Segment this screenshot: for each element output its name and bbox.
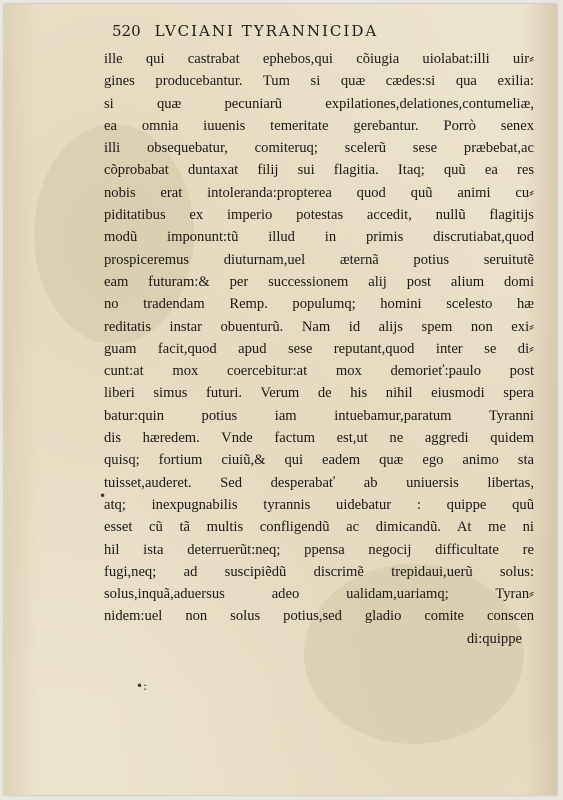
text-line: atq; inexpugnabilis tyrannis uidebatur : quippe quũ [104,496,534,513]
text-line: fugi,neq; ad suscipiẽdũ discrimẽ trepidaui,uerũ solus: [104,563,534,580]
text-line: batur:quin potius iam intuebamur,paratum Tyranni [104,407,534,424]
running-header [112,22,378,40]
text-line: si quæ pecuniarũ expilationes,delationes,contumeliæ, [104,95,534,112]
text-line: esset cũ tã multis confligendũ ac dimicandũ. At me ni [104,519,534,536]
text-line: tuisset,auderet. Sed desperabať ab uniuersis libertas, [104,474,534,491]
ink-mark: • [99,489,107,503]
text-line: liberi simus futuri. Verum de his nihil eiusmodi spera [104,385,534,402]
text-line: modũ imponunt:tũ illud in primis discrutiabat,quod [104,229,534,246]
text-line: piditatibus ex imperio potestas accedit, nullũ flagitijs [104,207,534,224]
text-line: solus,inquã,aduersus adeo ualidam,uariamq; Tyran⸗ [104,586,534,603]
text-line: hil ista deterruerũt:neq; ppensa negocij difficultate re [104,541,534,558]
text-line: quisq; fortium ciuiũ,& qui eadem quæ ego animo sta [104,452,534,469]
text-line: prospiceremus diuturnam,uel æternã potius seruitutẽ [104,251,534,268]
text-line: ea omnia iuuenis temeritate gerebantur. Porrò senex [104,117,534,134]
running-title: LVCIANI TYRANNICIDA [154,22,379,40]
page-number: 520 [112,22,141,40]
catchword: di:quippe [466,630,522,647]
text-line: gines producebantur. Tum si quæ cædes:si qua exilia: [104,73,534,90]
body-text [104,48,534,650]
text-line: eam futuram:& per successionem alij post alium domi [104,273,534,290]
text-line: cõprobabat duntaxat filij sui flagitia. Itaq; quũ ea res [104,162,534,179]
text-line: nobis erat intoleranda:propterea quod quũ animi cu⸗ [104,184,534,201]
text-line: reditatis instar obuenturũ. Nam id alijs spem non exi⸗ [104,318,534,335]
book-page [4,4,557,795]
text-line: no tradendam Remp. populumq; homini scelesto hæ [104,296,534,313]
text-line: dis hæredem. Vnde factum est,ut ne aggredi quidem [104,430,534,447]
ink-mark: •: [136,679,148,693]
text-line: guam facit,quod apud sese reputant,quod inter se di⸗ [104,340,534,357]
text-line: ille qui castrabat ephebos,qui cõiugia uiolabat:illi uir⸗ [104,51,534,67]
text-line: nidem:uel non solus potius,sed gladio comite conscen [104,608,534,625]
text-line: cunt:at mox coercebitur:at mox demorieť:paulo post [104,363,534,380]
text-line: illi obsequebatur, comiteruq; scelerũ sese præbebat,ac [104,140,534,157]
